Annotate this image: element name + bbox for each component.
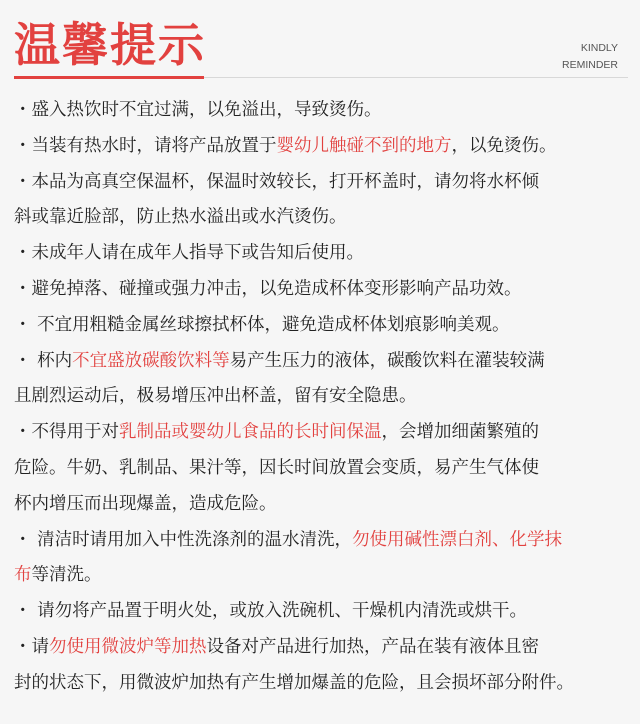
text-line xyxy=(14,415,630,451)
highlight-text: 婴幼儿触碰不到的地方 xyxy=(276,135,452,156)
highlight-text: 勿使用碱性漂白剂、化学抹 xyxy=(352,529,563,550)
text-segment: ・ 清洁时请用加入中性洗涤剂的温水清洗， xyxy=(14,529,353,550)
text-line xyxy=(14,344,630,380)
text-line xyxy=(14,93,630,129)
text-line xyxy=(14,594,630,630)
text-segment: 封的状态下，用微波炉加热有产生增加爆盖的危险，且会损坏部分附件。 xyxy=(14,672,574,693)
text-line xyxy=(14,165,630,201)
text-line xyxy=(14,451,630,487)
text-segment: ・不得用于对 xyxy=(14,422,119,443)
text-line xyxy=(14,200,630,236)
text-segment: 等清洗。 xyxy=(31,565,102,586)
text-line xyxy=(14,379,630,415)
header xyxy=(0,0,640,84)
text-segment: 且剧烈运动后，极易增压冲出杯盖，留有安全隐患。 xyxy=(14,386,417,407)
text-line xyxy=(14,523,630,559)
text-line xyxy=(14,630,630,666)
title-underline xyxy=(14,76,204,79)
text-segment: 危险。牛奶、乳制品、果汁等，因长时间放置会变质，易产生气体使 xyxy=(14,457,539,478)
page-title: 温馨提示 xyxy=(14,18,206,72)
text-line xyxy=(14,558,630,594)
text-line xyxy=(14,129,630,165)
text-segment: ，会增加细菌繁殖的 xyxy=(381,422,539,443)
text-segment: ・请 xyxy=(14,636,49,657)
text-line xyxy=(14,272,630,308)
text-segment: 杯内增压而出现爆盖，造成危险。 xyxy=(14,493,277,514)
text-segment: ・当装有热水时，请将产品放置于 xyxy=(14,135,277,156)
text-segment: ・盛入热饮时不宜过满，以免溢出，导致烫伤。 xyxy=(14,100,382,120)
text-segment: ・本品为高真空保温杯，保温时效较长，打开杯盖时，请勿将水杯倾 xyxy=(14,171,539,192)
highlight-text: 勿使用微波炉等加热 xyxy=(49,636,207,657)
text-segment: ，以免烫伤。 xyxy=(451,135,557,156)
text-line xyxy=(14,487,630,523)
reminder-list xyxy=(14,93,630,702)
text-segment: 易产生压力的液体，碳酸饮料在灌装较满 xyxy=(229,350,545,371)
highlight-text: 乳制品或婴幼儿食品的长时间保温 xyxy=(119,422,382,443)
text-segment: ・ 不宜用粗糙金属丝球擦拭杯体，避免造成杯体划痕影响美观。 xyxy=(14,314,510,335)
text-segment: ・ 请勿将产品置于明火处，或放入洗碗机、干燥机内清洗或烘干。 xyxy=(14,601,528,622)
text-line xyxy=(14,308,630,344)
text-segment: 设备对产品进行加热，产品在装有液体且密 xyxy=(206,636,539,657)
highlight-text: 不宜盛放碳酸饮料等 xyxy=(72,350,230,371)
subtitle-line-1: KINDLY xyxy=(580,42,618,54)
text-segment: 斜或靠近脸部，防止热水溢出或水汽烫伤。 xyxy=(14,207,347,228)
highlight-text: 布 xyxy=(14,565,32,586)
subtitle xyxy=(562,40,618,74)
subtitle-line-2: REMINDER xyxy=(561,59,618,71)
text-line xyxy=(14,236,630,272)
text-segment: ・ 杯内 xyxy=(14,350,73,371)
text-line xyxy=(14,666,630,702)
header-divider xyxy=(204,77,628,78)
text-segment: ・避免掉落、碰撞或强力冲击，以免造成杯体变形影响产品功效。 xyxy=(14,278,522,299)
text-segment: ・未成年人请在成年人指导下或告知后使用。 xyxy=(14,243,364,264)
